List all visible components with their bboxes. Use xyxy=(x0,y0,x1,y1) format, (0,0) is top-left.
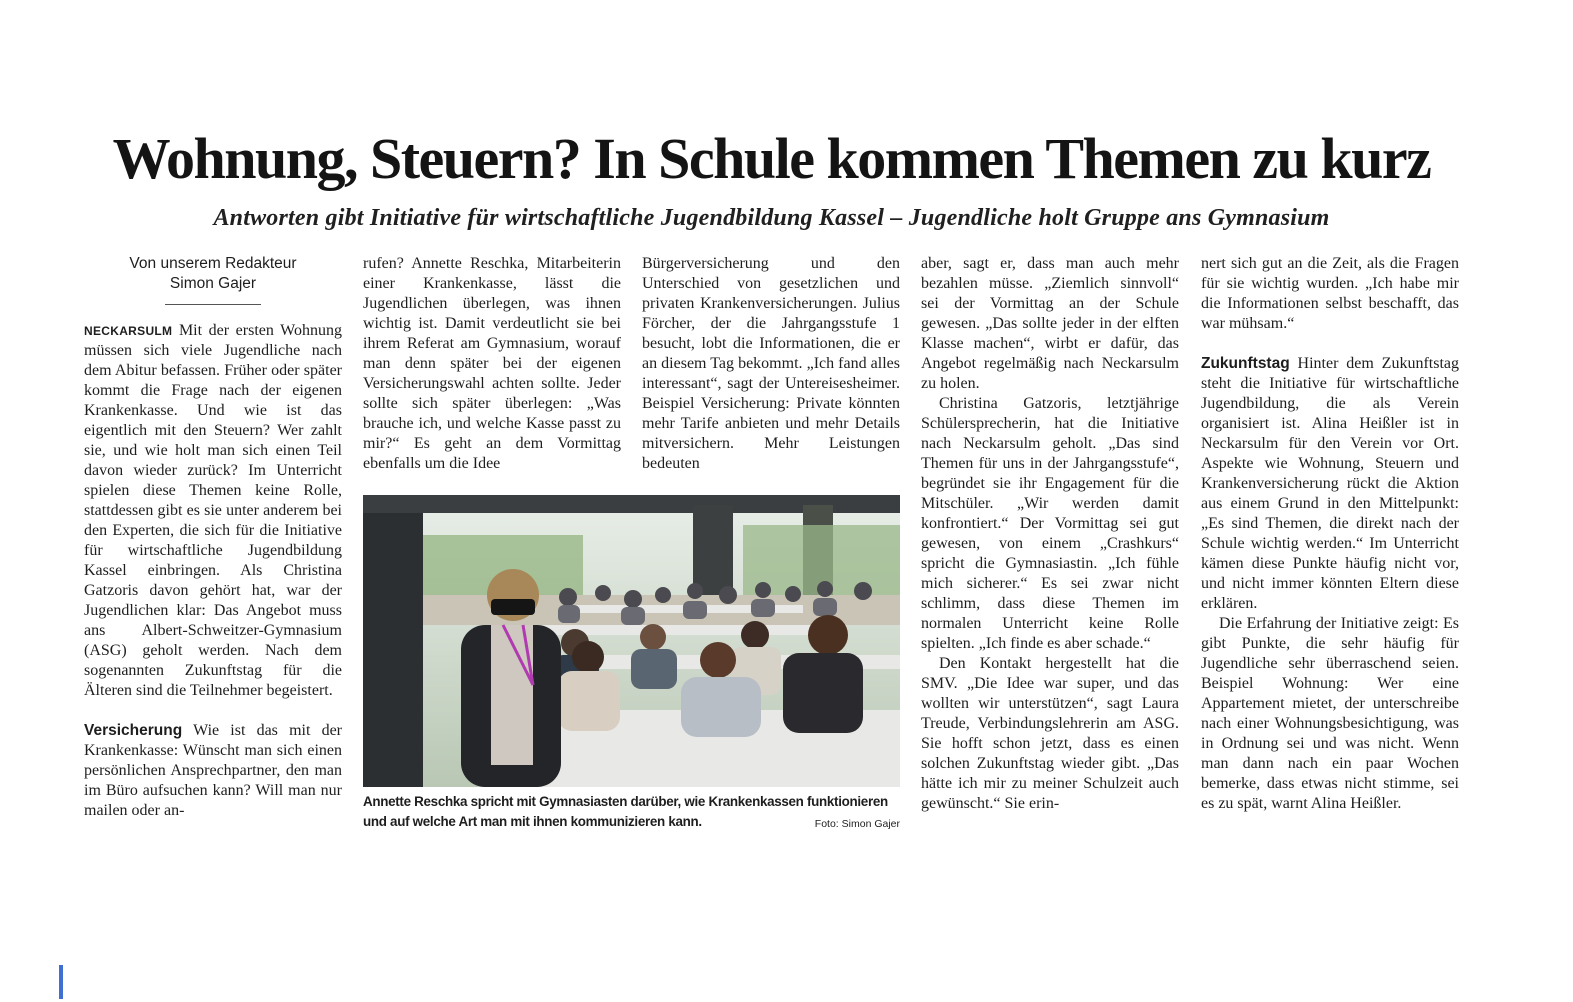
caption-text: Annette Reschka spricht mit Gymnasiasten darüber, wie Krankenkassen funktionieren und auf welche Art man mit ihnen kommunizieren kann. xyxy=(363,794,888,829)
headline: Wohnung, Steuern? In Schule kommen Themen zu kurz xyxy=(112,126,1431,191)
article-column-2 xyxy=(363,254,621,474)
byline-line-1: Von unserem Redakteur xyxy=(129,255,297,272)
paragraph-text: Mit der ersten Wohnung müssen sich viele Jugendliche nach dem Abitur befassen. Früher oder später kommt die Frage nach der eigenen Krankenkasse. Und wie ist das eigentlich mit den Steuern? Wer zahlt sie, und wie holt man sich einen Teil davon wieder zurück? Im Unterricht spielen diese Themen keine Rolle, stattdessen gibt es sie unter anderem bei den Experten, die sich für die Initiative für wirtschaftliche Jugendbildung Kassel einbringen. Als Christina Gatzoris davon gehört hat, war der Jugendlichen klar: Das Angebot muss ans Albert-Schweitzer-Gymnasium (ASG) geholt werden. Nach dem sogenannten Zukunftstag für die Älteren sind die Teilnehmer begeistert. xyxy=(84,322,342,699)
scroll-position-marker xyxy=(59,965,63,999)
paragraph xyxy=(84,321,342,701)
paragraph xyxy=(1201,354,1459,614)
subheadline: Antworten gibt Initiative für wirtschaftliche Jugendbildung Kassel – Jugendliche holt Gruppe ans Gymnasium xyxy=(213,205,1330,231)
paragraph: aber, sagt er, dass man auch mehr bezahlen müsse. „Ziemlich sinnvoll“ sei der Vormittag an der Schule gewesen. „Das sollte jeder in der elften Klasse machen“, wirbt er dafür, das Angebot regelmäßig nach Neckarsulm zu holen. xyxy=(921,255,1179,392)
byline-author: Simon Gajer xyxy=(169,275,257,292)
paragraph-text: Hinter dem Zukunftstag steht die Initiative für wirtschaftliche Jugendbildung, die als Verein organisiert ist. Alina Heißler ist in Neckarsulm für den Verein vor Ort. Aspekte wie Wohnung, Steuern und Krankenversicherung rückt die Aktion aus einem Grund in den Mittelpunkt: „Es sind Themen, die direkt nach der Schule wichtig werden.“ Im Unterricht kämen diese Punkte häufig nicht vor, und nicht immer könnten Eltern diese erklären. xyxy=(1201,355,1459,612)
paragraph: rufen? Annette Reschka, Mitarbeiterin einer Krankenkasse, lässt die Jugendlichen überlegen, was ihnen wichtig ist. Damit verdeutlicht sie bei ihrem Referat am Gymnasium, worauf man denn später bei der eigenen Versicherungswahl achten sollte. Jeder sollte sich später überlegen: „Was brauche ich, und welche Kasse passt zu mir?“ Es geht an dem Vormittag ebenfalls um die Idee xyxy=(363,255,621,472)
article-column-3 xyxy=(642,254,900,474)
paragraph: Christina Gatzoris, letztjährige Schülersprecherin, hat die Initiative nach Neckarsulm geholt. „Das sind Themen für uns in der Jahrgangsstufe“, begründet sie ihr Engagement für die Mitschüler. „Wir werden damit konfrontiert.“ Der Vormittag sei gut gewesen, von einem „Crashkurs“ spricht die Gymnasiastin. „Ich fühle mich sicherer.“ Es sei zwar nicht schlimm, dass diese Themen im normalen Unterricht keine Rolle spielten. „Ich finde es aber schade.“ xyxy=(921,395,1179,652)
section-kicker: Zukunftstag xyxy=(1201,355,1290,372)
byline xyxy=(84,254,342,294)
paragraph-text: Wie ist das mit der Krankenkasse: Wünscht man sich einen persönlichen Ansprechpartner, den man im Büro aufsuchen kann? Will man nur mailen oder an- xyxy=(84,722,343,819)
article-photo xyxy=(363,495,900,787)
article-column-4 xyxy=(921,254,1179,814)
paragraph: Bürgerversicherung und den Unterschied von gesetzlichen und privaten Krankenversicherungen. Julius Förcher, der die Jahrgangsstufe 1 besucht, lobt die Informationen, die er an diesem Tag bekommt. „Ich fand alles interessant“, sagt der Untereisesheimer. Beispiel Versicherung: Private könnten mehr Tarife anbieten und mehr Details mitversichern. Mehr Leistungen bedeuten xyxy=(642,255,900,472)
article-column-5 xyxy=(1201,254,1459,814)
paragraph xyxy=(84,721,342,821)
paragraph: Den Kontakt hergestellt hat die SMV. „Die Idee war super, und das wollten wir unterstützen“, sagt Laura Treude, Verbindungslehrerin am ASG. Sie hofft schon jetzt, dass es einen solchen Zukunftstag wieder gibt. „Das hätte ich mir zu meiner Schulzeit auch gewünscht.“ Sie erin- xyxy=(921,655,1179,812)
dateline: NECKARSULM xyxy=(84,324,173,338)
section-kicker: Versicherung xyxy=(84,722,183,739)
photo-caption xyxy=(363,792,900,834)
paragraph: nert sich gut an die Zeit, als die Fragen für sie wichtig wurden. „Ich habe mir die Informationen selbst beschafft, das war mühsam.“ xyxy=(1201,255,1459,332)
article-column-1 xyxy=(84,254,342,821)
byline-divider xyxy=(165,304,261,305)
photo-credit: Foto: Simon Gajer xyxy=(814,818,900,830)
paragraph: Die Erfahrung der Initiative zeigt: Es gibt Punkte, die sehr häufig für Jugendliche sehr überraschend seien. Beispiel Wohnung: Wer eine Appartement mietet, der unterschreibe nach einer Wohnungsbesichtigung, was in Ordnung sei und was nicht. Wenn man dann nach ein paar Wochen bemerke, dass etwas nicht stimme, sei es zu spät, warnt Alina Heißler. xyxy=(1201,615,1459,812)
